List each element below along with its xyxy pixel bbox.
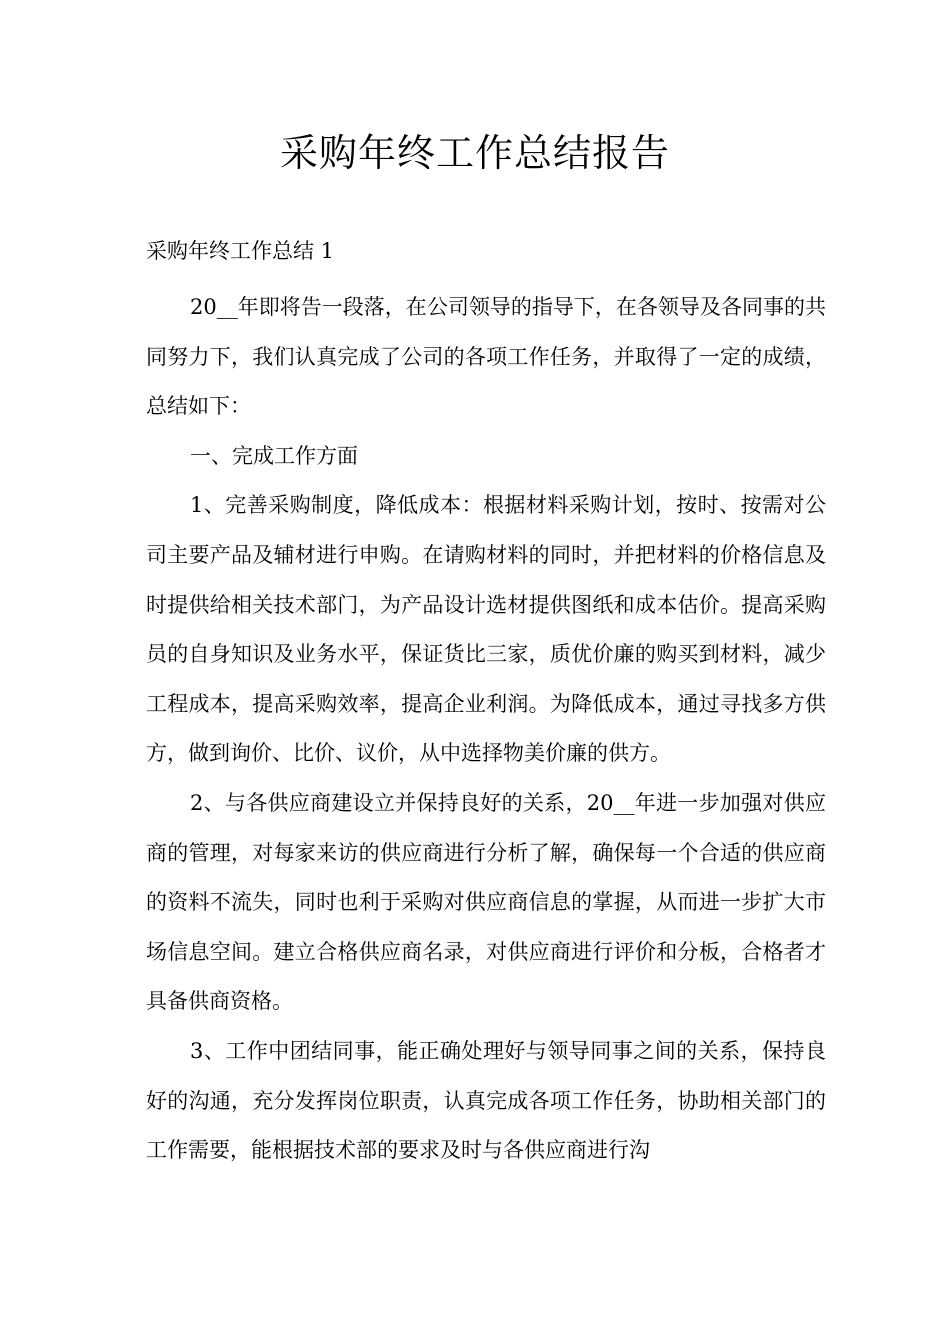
paragraph-item-2: 2、与各供应商建设立并保持良好的关系，20__年进一步加强对供应商的管理，对每家来访的供应商进行分析了解，确保每一个合适的供应商的资料不流失，同时也利于采购对供应商信息的掌握，从而进一步扩大市场信息空间。建立合格供应商名录，对供应商进行评价和分板，合格者才具备供商资格。 <box>146 790 826 1014</box>
paragraph-item-1: 1、完善采购制度，降低成本：根据材料采购计划，按时、按需对公司主要产品及辅材进行申购。在请购材料的同时，并把材料的价格信息及时提供给相关技术部门，为产品设计选材提供图纸和成本估价。提高采购员的自身知识及业务水平，保证货比三家，质优价廉的购买到材料，减少工程成本，提高采购效率，提高企业利润。为降低成本，通过寻找多方供方，做到询价、比价、议价，从中选择物美价廉的供方。 <box>146 493 826 766</box>
paragraph-heading-work: 一、完成工作方面 <box>190 443 358 468</box>
document-body <box>146 283 826 1176</box>
paragraph-intro: 20__年即将告一段落，在公司领导的指导下，在各领导及各同事的共同努力下，我们认真完成了公司的各项工作任务，并取得了一定的成绩，总结如下： <box>146 295 826 419</box>
document-title: 采购年终工作总结报告 <box>279 131 670 175</box>
paragraph-item-3: 3、工作中团结同事，能正确处理好与领导同事之间的关系，保持良好的沟通，充分发挥岗位职责，认真完成各项工作任务，协助相关部门的工作需要，能根据技术部的要求及时与各供应商进行沟 <box>146 1038 826 1163</box>
section-heading: 采购年终工作总结 1 <box>146 239 335 263</box>
